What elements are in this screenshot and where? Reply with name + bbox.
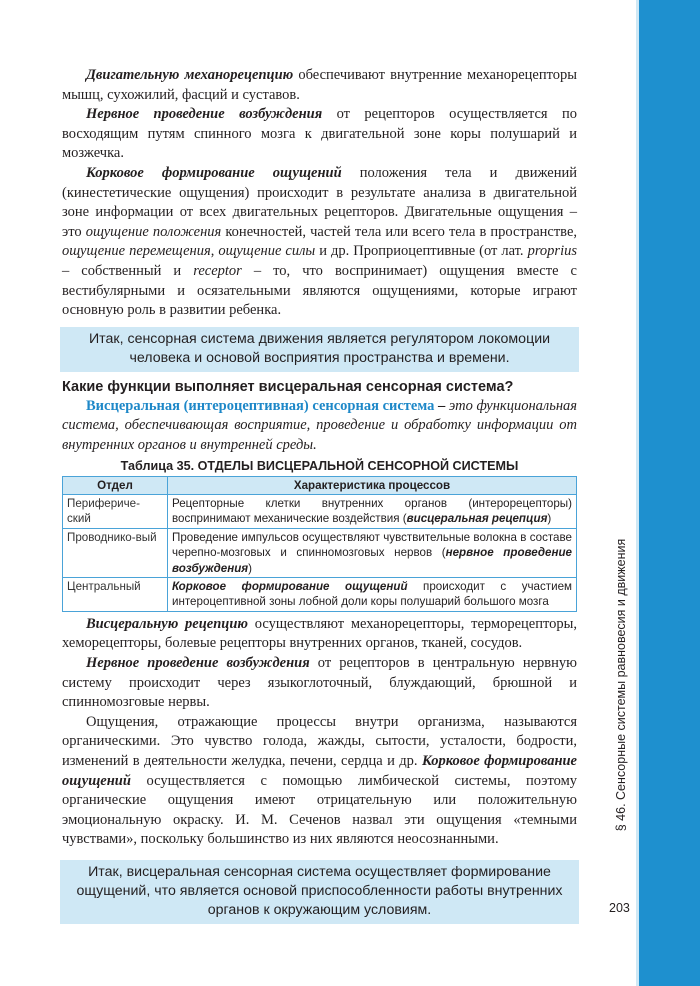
- chapter-side-title: § 46. Сенсорные системы равновесия и движения: [614, 538, 628, 832]
- page-content: [62, 66, 577, 930]
- table-cell-dept: Перифериче-ский: [63, 494, 168, 528]
- visceral-system-table: [62, 476, 577, 612]
- table-header-characteristics: Характеристика процессов: [168, 476, 577, 494]
- definition-visceral-system: Висцеральная (интероцептивная) сенсорная система – это функциональная система, обеспечивающая восприятие, проведение и обработку информации от внутренних органов и внутренней среды.: [62, 397, 577, 453]
- term-visceral-system: Висцеральная (интероцептивная) сенсорная система: [86, 397, 435, 414]
- table-cell-desc: Рецепторные клетки внутренних органов (интерорецепторы) воспринимают механические воздействия (висцеральная рецепция): [168, 494, 577, 528]
- paragraph-visceral-reception: Висцеральную рецепцию осуществляют механорецепторы, терморецепторы, хеморецепторы, болевые рецепторы внутренних органов, тканей, сосудов.: [62, 615, 577, 652]
- table-header-row: [63, 476, 577, 494]
- table-cell-dept: Центральный: [63, 577, 168, 611]
- table-row: [63, 528, 577, 577]
- table-cell-desc: Проведение импульсов осуществляют чувствительные волокна в составе черепно-мозговых и спинномозговых нервов (нервное проведение возбуждения): [168, 528, 577, 577]
- paragraph-visceral-conduction: Нервное проведение возбуждения от рецепторов в центральную нервную систему происходит через языкоглоточный, блуждающий, брюшной и спинномозговые нервы.: [62, 654, 577, 711]
- sidebar-blue-stripe: [639, 0, 700, 986]
- table-cell-dept: Проводнико-вый: [63, 528, 168, 577]
- summary-box-motion: Итак, сенсорная система движения является регулятором локомоции человека и основой восприятия пространства и времени.: [60, 327, 579, 372]
- summary-box-visceral: Итак, висцеральная сенсорная система осуществляет формирование ощущений, что является основой приспособленности работы внутренних органов к окружающим условиям.: [60, 860, 579, 924]
- table-row: [63, 494, 577, 528]
- table-header-dept: Отдел: [63, 476, 168, 494]
- section-question: Какие функции выполняет висцеральная сенсорная система?: [62, 378, 514, 395]
- table-caption: Таблица 35. ОТДЕЛЫ ВИСЦЕРАЛЬНОЙ СЕНСОРНОЙ СИСТЕМЫ: [120, 458, 519, 473]
- table-cell-desc: Корковое формирование ощущений происходит с участием интероцептивной зоны лобной доли коры полушарий большого мозга: [168, 577, 577, 611]
- page-number: 203: [609, 901, 630, 915]
- paragraph-cortical-formation: Корковое формирование ощущений положения тела и движений (кинестетические ощущения) происходит в результате анализа в двигательной зоне информации от всех двигательных рецепторов. Двигательные ощущения – это ощущение положения конечностей, частей тела или всего тела в пространстве, ощущение перемещения, ощущение силы и др. Проприоцептивные (от лат. proprius – собственный и receptor – то, что воспринимает) ощущения вместе с вестибулярными и осязательными являются ощущениями, которые играют основную роль в развитии ребенка.: [62, 164, 578, 319]
- paragraph-motor-mechanoreception: Двигательную механорецепцию обеспечивают внутренние механорецепторы мышц, сухожилий, фасций и суставов.: [62, 67, 577, 103]
- paragraph-organic-sensations: Ощущения, отражающие процессы внутри организма, называются органическими. Это чувство голода, жажды, сытости, усталости, бодрости, изменений в деятельности желудка, печени, сердца и др. Корковое формирование ощущений осуществляется с помощью лимбической системы, поэтому органические ощущения имеют отрицательную или положительную эмоциональную окраску. И. М. Сеченов назвал эти ощущения «темными чувствами», поскольку большинство из них являются неосознанными.: [62, 713, 577, 848]
- table-row: [63, 577, 577, 611]
- paragraph-nerve-conduction: Нервное проведение возбуждения от рецепторов осуществляется по восходящим путям спинного мозга к двигательной зоне коры полушарий и мозжечка.: [62, 106, 577, 162]
